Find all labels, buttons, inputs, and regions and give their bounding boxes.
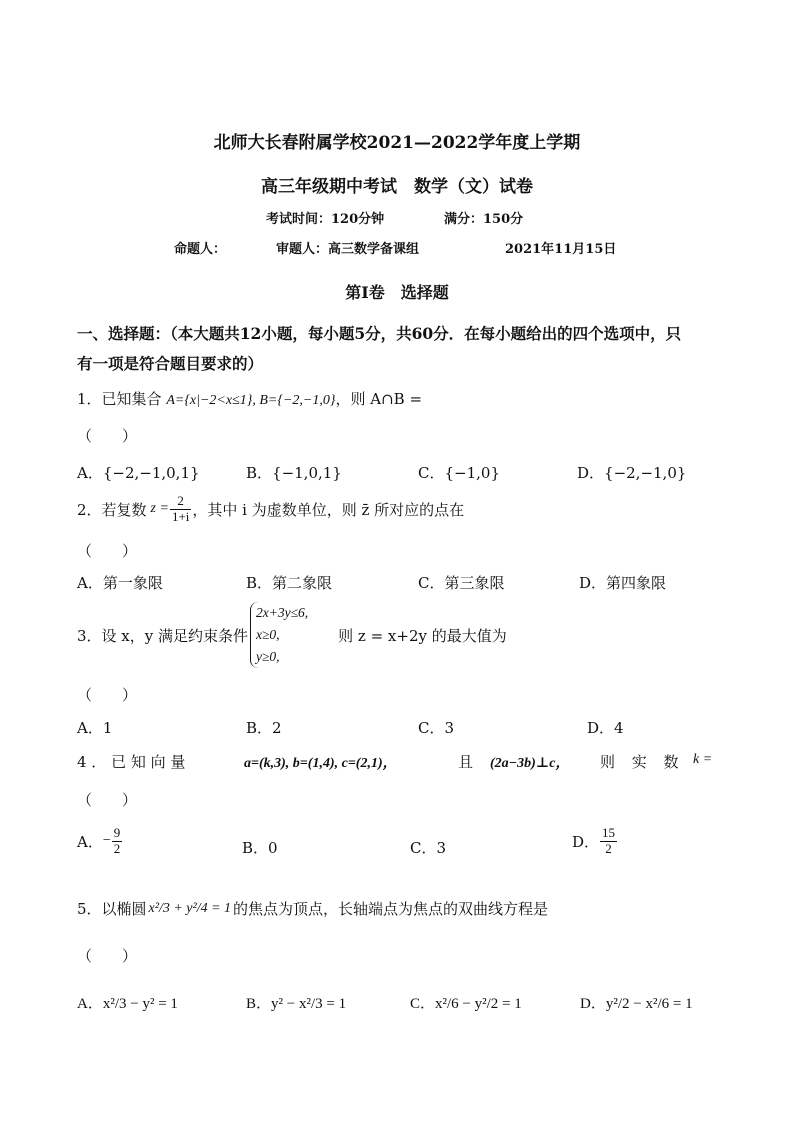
q1-option-d: D．{−2,−1,0} bbox=[577, 464, 687, 482]
q3-option-c: C．3 bbox=[418, 719, 455, 737]
q4-a-sign: − bbox=[102, 833, 111, 849]
q5-answer-paren: （ ） bbox=[77, 947, 138, 965]
q2-answer-paren: （ ） bbox=[77, 542, 138, 560]
q5-option-c: C．x²/6 − y²/2 = 1 bbox=[410, 996, 522, 1012]
q1-sets: A={x|−2<x≤1}, B={−2,−1,0} bbox=[166, 393, 336, 408]
q4-a-label: A． bbox=[77, 832, 103, 851]
q5-tail: 的焦点为顶点，长轴端点为焦点的双曲线方程是 bbox=[233, 900, 549, 918]
q2-option-c: C．第三象限 bbox=[418, 574, 505, 592]
section-title: 第Ⅰ卷 选择题 bbox=[345, 283, 449, 302]
exam-reviewer: 审题人：高三数学备课组 bbox=[276, 242, 420, 257]
exam-author: 命题人： bbox=[174, 242, 227, 257]
q4-stem: 4 ． 已 知 向 量 bbox=[77, 753, 186, 771]
q1-answer-paren: （ ） bbox=[77, 427, 138, 445]
q4-tail1: 且 bbox=[458, 753, 474, 771]
q2-frac-num: 2 bbox=[170, 494, 191, 510]
exam-score: 满分：150分 bbox=[444, 212, 524, 227]
q4-option-a bbox=[77, 826, 123, 857]
q2-fraction bbox=[170, 494, 191, 525]
q2-option-d: D．第四象限 bbox=[579, 574, 667, 592]
q2-frac-den: 1+i bbox=[171, 508, 190, 524]
q2-tail: ，其中 i 为虚数单位，则 z̄ 所对应的点在 bbox=[192, 500, 465, 519]
q3-tail: 则 z = x+2y 的最大值为 bbox=[338, 626, 507, 645]
q1-option-a: A．{−2,−1,0,1} bbox=[77, 464, 200, 482]
q4-option-c: C．3 bbox=[410, 839, 447, 857]
section-instructions-line1: 一、选择题：（本大题共12小题，每小题5分，共60分．在每小题给出的四个选项中，只 bbox=[77, 324, 682, 343]
q4-tail2: 则 实 数 bbox=[600, 753, 685, 771]
q5-option-b: B．y² − x²/3 = 1 bbox=[246, 996, 347, 1012]
exam-subtitle: 高三年级期中考试 数学（文）试卷 bbox=[261, 177, 533, 197]
q1-stem: 1．已知集合 bbox=[77, 390, 162, 408]
q4-a-num: 9 bbox=[113, 825, 121, 840]
q3-option-b: B．2 bbox=[246, 719, 282, 737]
q4-a-den: 2 bbox=[113, 840, 121, 856]
q1-tail: ，则 A∩B = bbox=[335, 390, 423, 408]
exam-time: 考试时间：120分钟 bbox=[266, 212, 385, 227]
q4-k: k = bbox=[693, 752, 713, 767]
q3-option-a: A．1 bbox=[77, 719, 113, 737]
q2-option-a: A．第一象限 bbox=[77, 574, 163, 592]
q3-constraint-3: y≥0, bbox=[256, 649, 280, 664]
q4-d-den: 2 bbox=[605, 840, 612, 856]
q3-option-d: D．4 bbox=[587, 719, 624, 737]
q3-stem: 3．设 x，y 满足约束条件 bbox=[77, 626, 249, 645]
q4-vectors: a=(k,3), b=(1,4), c=(2,1)， bbox=[244, 756, 397, 771]
q3-constraints bbox=[250, 602, 308, 668]
question-2 bbox=[77, 494, 464, 525]
q3-constraint-2: x≥0, bbox=[256, 627, 280, 642]
section-instructions-line2: 有一项是符合题目要求的） bbox=[77, 354, 264, 373]
q2-option-b: B．第二象限 bbox=[246, 574, 333, 592]
q4-d-num: 15 bbox=[602, 825, 616, 840]
q4-answer-paren: （ ） bbox=[77, 791, 138, 809]
q5-stem: 5．以椭圆 bbox=[77, 900, 147, 918]
q4-a-fraction bbox=[112, 826, 123, 857]
q4-option-b: B．0 bbox=[242, 839, 278, 857]
q1-option-c: C．{−1,0} bbox=[418, 464, 500, 482]
q2-z: z = bbox=[150, 501, 169, 517]
q5-ellipse: x²/3 + y²/4 = 1 bbox=[148, 900, 232, 916]
q4-d-label: D． bbox=[572, 832, 600, 851]
q1-option-b: B．{−1,0,1} bbox=[246, 464, 342, 482]
question-3 bbox=[77, 602, 507, 668]
q3-constraint-1: 2x+3y≤6, bbox=[256, 605, 309, 620]
exam-title: 北师大长春附属学校2021—2022学年度上学期 bbox=[213, 133, 581, 153]
q5-option-a: A．x²/3 − y² = 1 bbox=[77, 996, 178, 1012]
q2-stem: 2．若复数 bbox=[77, 500, 147, 519]
q4-option-d bbox=[572, 826, 618, 857]
q3-answer-paren: （ ） bbox=[77, 686, 138, 704]
exam-date: 2021年11月15日 bbox=[505, 242, 617, 257]
q5-option-d: D．y²/2 − x²/6 = 1 bbox=[580, 996, 693, 1012]
question-1 bbox=[77, 388, 422, 409]
q4-d-fraction bbox=[600, 826, 617, 857]
question-5 bbox=[77, 898, 548, 919]
q4-condition: (2a−3b)⊥c， bbox=[490, 756, 570, 771]
